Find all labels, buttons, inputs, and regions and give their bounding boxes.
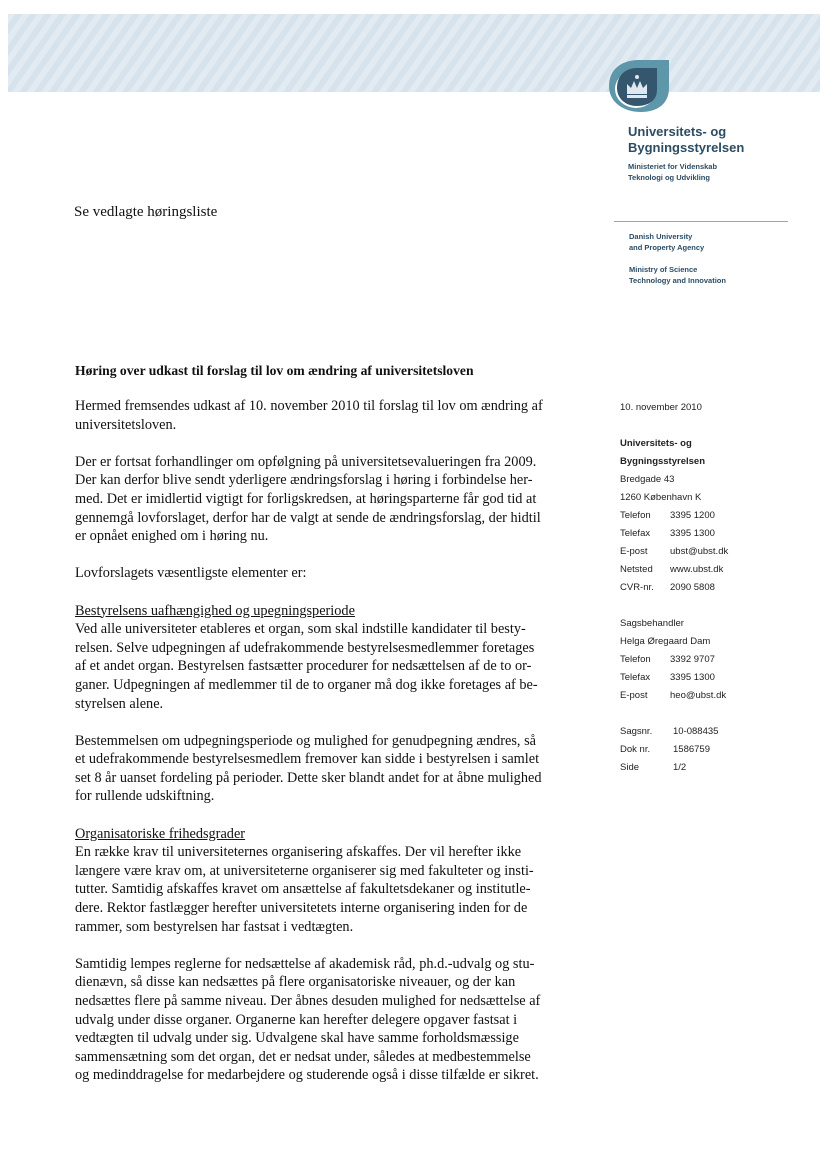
sender-org-line1: Universitets- og: [620, 438, 692, 449]
paragraph-elements: Lovforslagets væsentligste elementer er:: [75, 565, 307, 582]
crown-logo-icon: [603, 58, 671, 114]
english-name-line1: Danish University: [629, 232, 693, 241]
sender-city: 1260 København K: [620, 492, 702, 503]
case-officer-contact-row: Telefax 3395 1300: [620, 672, 715, 683]
agency-name-line1: Universitets- og: [628, 124, 727, 139]
ministry-line1: Ministeriet for Videnskab: [628, 162, 718, 171]
english-ministry-line2: Technology and Innovation: [629, 276, 726, 285]
ministry-line2: Teknologi og Udvikling: [628, 173, 710, 182]
agency-name-line2: Bygningsstyrelsen: [628, 140, 745, 155]
reference-row: Dok nr. 1586759: [620, 744, 710, 755]
case-officer-contact-row: E-post heo@ubst.dk: [620, 690, 727, 701]
sender-info-column: [620, 399, 800, 777]
section-board-independence: Bestyrelsens uafhængighed og upegningsperiode Ved alle universiteter etableres et organ, som skal indstille kandidater til besty- relsen. Selve udpegningen af udefrakommende bestyrelsesmedlemmer foretages af et andet organ. Bestyrelsen fastsætter procedurer for nedsættelsen af de to or- ganer. Udpegningen af medlemmer til de to organer må dog ikke foretages af be- styrelsen alene.: [75, 602, 595, 714]
sender-street: Bredgade 43: [620, 474, 675, 485]
reference-row: Sagsnr. 10-088435: [620, 726, 719, 737]
reference-row: Side 1/2: [620, 762, 687, 773]
letterhead-banner: [8, 14, 820, 92]
case-officer-contact-row: Telefon 3392 9707: [620, 654, 715, 665]
sender-org-line2: Bygningsstyrelsen: [620, 456, 705, 467]
letter-body: [75, 397, 595, 1104]
contact-row: E-post ubst@ubst.dk: [620, 546, 729, 557]
contact-row: Telefax 3395 1300: [620, 528, 715, 539]
section-heading: Bestyrelsens uafhængighed og upegningsperiode: [75, 602, 355, 619]
recipient-line: Se vedlagte høringsliste: [74, 204, 218, 220]
section-heading: Organisatoriske frihedsgrader: [75, 825, 246, 842]
paragraph-appointment-period: Bestemmelsen om udpegningsperiode og mulighed for genudpegning ændres, så et udefrakommende bestyrelsesmedlem fremover kan sidde i bestyrelsen i samlet set 8 år uanset fordeling på perioder. Dette sker blandt andet for at åbne mulighed for rullende udskiftning.: [75, 732, 542, 805]
contact-row: CVR-nr. 2090 5808: [620, 582, 715, 593]
paragraph-negotiations: Der er fortsat forhandlinger om opfølgning på universitetsevalueringen fra 2009. Der kan derfor blive sendt yderligere ændringsforslag i høring i forbindelse her- med. Det er imidlertid vigtigt for forligskredsen, at høringsparterne får god tid at gennemgå lovforslaget, derfor har de valgt at sende de ændringsforslag, der hidtil er opnået enighed om i høring nu.: [75, 453, 541, 545]
letterhead-divider: [614, 221, 788, 222]
letter-subject: Høring over udkast til forslag til lov om ændring af universitetsloven: [75, 363, 474, 378]
paragraph-academic-council: Samtidig lempes reglerne for nedsættelse af akademisk råd, ph.d.-udvalg og stu- dienævn, så disse kan nedsættes på flere organisatoriske niveauer, og der kan nedsættes flere på samme niveau. Der åbnes desuden mulighed for nedsættelse af udvalg under disse organer. Organerne kan herefter delegere opgaver fastsat i vedtægten til udvalg under sig. Udvalgene skal have samme forholdsmæssige sammensætning som det organ, det er nedsat under, således at medbestemmelse og medinddragelse for medarbejdere og studerende også i disse tilfælde er sikret.: [75, 955, 541, 1084]
paragraph-intro: Hermed fremsendes udkast af 10. november 2010 til forslag til lov om ændring af universitetsloven.: [75, 398, 543, 433]
contact-row: Netsted www.ubst.dk: [620, 564, 724, 575]
contact-row: Telefon 3395 1200: [620, 510, 715, 521]
agency-name-danish: [628, 124, 744, 183]
case-officer-name: Helga Øregaard Dam: [620, 636, 711, 647]
english-ministry-line1: Ministry of Science: [629, 265, 698, 274]
letter-date: 10. november 2010: [620, 402, 702, 413]
agency-name-english: [629, 231, 726, 286]
case-officer-title: Sagsbehandler: [620, 618, 684, 629]
english-name-line2: and Property Agency: [629, 243, 705, 252]
section-organisational-freedom: Organisatoriske frihedsgrader En række krav til universiteternes organisering afskaffes. Der vil herefter ikke længere være krav om, at universiteterne organiserer sig med fakulteter og insti- tutter. Samtidig afskaffes kravet om ansættelse af fakultetsdekaner og institutle- dere. Rektor fastlægger herefter universitetets interne organisering inden for de rammer, som bestyrelsen har fastsat i vedtægten.: [75, 825, 595, 937]
